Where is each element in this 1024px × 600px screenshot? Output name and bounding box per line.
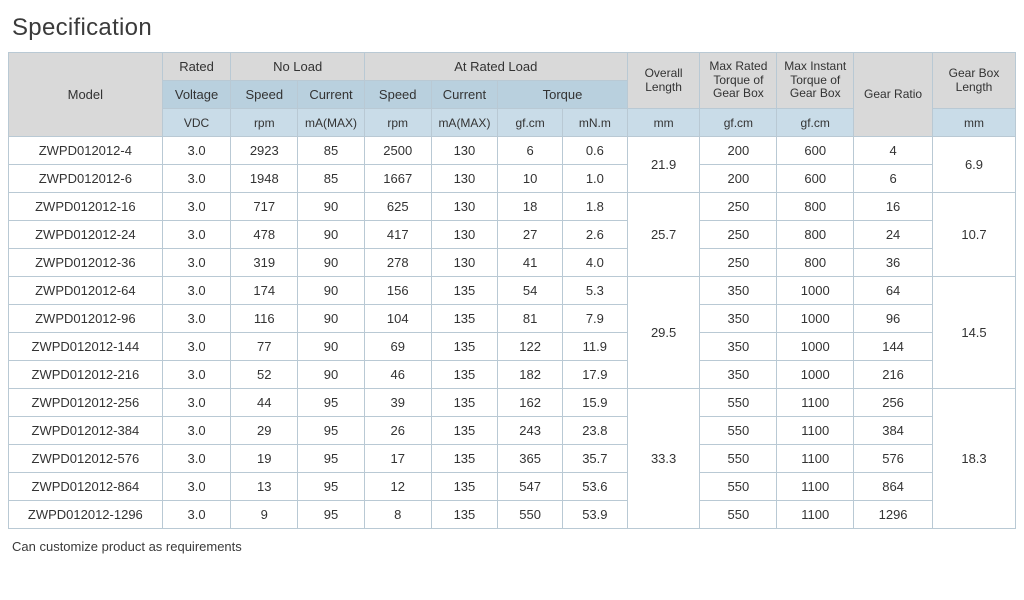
table-row xyxy=(9,193,1016,221)
cell-no-load-current: 90 xyxy=(298,361,365,389)
cell-rated-load-speed: 39 xyxy=(364,389,431,417)
cell-no-load-current: 85 xyxy=(298,165,365,193)
cell-no-load-speed: 29 xyxy=(231,417,298,445)
cell-rated-load-current: 135 xyxy=(431,417,498,445)
cell-voltage: 3.0 xyxy=(162,277,231,305)
header-max-rated-torque: Max Rated Torque of Gear Box xyxy=(700,53,777,109)
cell-no-load-current: 95 xyxy=(298,473,365,501)
cell-rated-load-current: 135 xyxy=(431,305,498,333)
cell-model: ZWPD012012-256 xyxy=(9,389,163,417)
cell-no-load-speed: 19 xyxy=(231,445,298,473)
cell-max-rated-torque: 550 xyxy=(700,417,777,445)
cell-max-instant-torque: 800 xyxy=(777,221,854,249)
cell-voltage: 3.0 xyxy=(162,417,231,445)
table-row xyxy=(9,333,1016,361)
cell-no-load-current: 95 xyxy=(298,389,365,417)
cell-torque-gfcm: 18 xyxy=(498,193,563,221)
cell-rated-load-speed: 156 xyxy=(364,277,431,305)
cell-gear-ratio: 144 xyxy=(854,333,933,361)
cell-rated-load-current: 135 xyxy=(431,501,498,529)
cell-max-rated-torque: 350 xyxy=(700,333,777,361)
cell-max-rated-torque: 250 xyxy=(700,193,777,221)
cell-torque-mnm: 4.0 xyxy=(563,249,628,277)
cell-no-load-current: 90 xyxy=(298,305,365,333)
unit-rated-load-speed: rpm xyxy=(364,109,431,137)
cell-gear-ratio: 16 xyxy=(854,193,933,221)
cell-rated-load-speed: 69 xyxy=(364,333,431,361)
cell-torque-mnm: 7.9 xyxy=(563,305,628,333)
cell-rated-load-current: 130 xyxy=(431,193,498,221)
cell-overall-length: 21.9 xyxy=(627,137,700,193)
footnote: Can customize product as requirements xyxy=(12,539,242,554)
cell-torque-mnm: 1.0 xyxy=(563,165,628,193)
cell-gear-ratio: 6 xyxy=(854,165,933,193)
cell-torque-gfcm: 6 xyxy=(498,137,563,165)
header-max-instant-torque: Max Instant Torque of Gear Box xyxy=(777,53,854,109)
cell-rated-load-speed: 8 xyxy=(364,501,431,529)
cell-torque-mnm: 11.9 xyxy=(563,333,628,361)
cell-no-load-speed: 9 xyxy=(231,501,298,529)
cell-voltage: 3.0 xyxy=(162,165,231,193)
cell-gear-box-length: 6.9 xyxy=(933,137,1016,193)
cell-overall-length: 25.7 xyxy=(627,193,700,277)
cell-torque-gfcm: 243 xyxy=(498,417,563,445)
cell-torque-mnm: 17.9 xyxy=(563,361,628,389)
cell-model: ZWPD012012-6 xyxy=(9,165,163,193)
table-row xyxy=(9,221,1016,249)
unit-max-instant-torque: gf.cm xyxy=(777,109,854,137)
cell-gear-ratio: 384 xyxy=(854,417,933,445)
cell-gear-ratio: 216 xyxy=(854,361,933,389)
header-row-1 xyxy=(9,53,1016,81)
cell-torque-mnm: 0.6 xyxy=(563,137,628,165)
cell-voltage: 3.0 xyxy=(162,221,231,249)
cell-torque-mnm: 53.9 xyxy=(563,501,628,529)
cell-max-instant-torque: 1000 xyxy=(777,333,854,361)
cell-max-rated-torque: 550 xyxy=(700,473,777,501)
table-body xyxy=(9,137,1016,529)
cell-torque-mnm: 53.6 xyxy=(563,473,628,501)
cell-torque-gfcm: 550 xyxy=(498,501,563,529)
cell-voltage: 3.0 xyxy=(162,249,231,277)
cell-rated-load-current: 130 xyxy=(431,165,498,193)
cell-no-load-speed: 174 xyxy=(231,277,298,305)
cell-max-rated-torque: 550 xyxy=(700,389,777,417)
cell-no-load-current: 90 xyxy=(298,277,365,305)
cell-max-instant-torque: 800 xyxy=(777,249,854,277)
cell-torque-mnm: 1.8 xyxy=(563,193,628,221)
cell-no-load-current: 90 xyxy=(298,333,365,361)
header-overall-length: Overall Length xyxy=(627,53,700,109)
cell-model: ZWPD012012-36 xyxy=(9,249,163,277)
table-row xyxy=(9,361,1016,389)
cell-voltage: 3.0 xyxy=(162,333,231,361)
unit-max-rated-torque: gf.cm xyxy=(700,109,777,137)
header-voltage: Voltage xyxy=(162,81,231,109)
header-no-load: No Load xyxy=(231,53,364,81)
cell-torque-gfcm: 122 xyxy=(498,333,563,361)
header-model: Model xyxy=(9,53,163,137)
cell-gear-box-length: 10.7 xyxy=(933,193,1016,277)
cell-torque-gfcm: 365 xyxy=(498,445,563,473)
cell-model: ZWPD012012-16 xyxy=(9,193,163,221)
specification-table xyxy=(8,52,1016,529)
cell-max-instant-torque: 1100 xyxy=(777,445,854,473)
cell-torque-gfcm: 182 xyxy=(498,361,563,389)
cell-torque-gfcm: 81 xyxy=(498,305,563,333)
unit-gear-box-length: mm xyxy=(933,109,1016,137)
cell-voltage: 3.0 xyxy=(162,389,231,417)
cell-model: ZWPD012012-1296 xyxy=(9,501,163,529)
cell-gear-ratio: 256 xyxy=(854,389,933,417)
cell-no-load-current: 85 xyxy=(298,137,365,165)
cell-model: ZWPD012012-4 xyxy=(9,137,163,165)
table-row xyxy=(9,445,1016,473)
cell-rated-load-current: 135 xyxy=(431,389,498,417)
unit-torque-mnm: mN.m xyxy=(563,109,628,137)
cell-torque-gfcm: 547 xyxy=(498,473,563,501)
cell-model: ZWPD012012-384 xyxy=(9,417,163,445)
cell-torque-mnm: 2.6 xyxy=(563,221,628,249)
cell-max-instant-torque: 1100 xyxy=(777,473,854,501)
cell-rated-load-speed: 46 xyxy=(364,361,431,389)
cell-voltage: 3.0 xyxy=(162,137,231,165)
cell-no-load-speed: 77 xyxy=(231,333,298,361)
cell-voltage: 3.0 xyxy=(162,445,231,473)
cell-rated-load-current: 135 xyxy=(431,277,498,305)
cell-max-rated-torque: 350 xyxy=(700,277,777,305)
cell-torque-mnm: 15.9 xyxy=(563,389,628,417)
cell-rated-load-speed: 104 xyxy=(364,305,431,333)
table-row xyxy=(9,501,1016,529)
unit-no-load-current: mA(MAX) xyxy=(298,109,365,137)
cell-voltage: 3.0 xyxy=(162,473,231,501)
cell-voltage: 3.0 xyxy=(162,501,231,529)
cell-no-load-speed: 717 xyxy=(231,193,298,221)
cell-gear-ratio: 96 xyxy=(854,305,933,333)
cell-no-load-current: 95 xyxy=(298,445,365,473)
specification-page xyxy=(0,14,1024,600)
cell-max-rated-torque: 350 xyxy=(700,305,777,333)
cell-rated-load-current: 130 xyxy=(431,221,498,249)
cell-max-rated-torque: 550 xyxy=(700,445,777,473)
cell-no-load-current: 90 xyxy=(298,221,365,249)
header-torque: Torque xyxy=(498,81,627,109)
table-row xyxy=(9,417,1016,445)
cell-torque-gfcm: 54 xyxy=(498,277,563,305)
cell-gear-ratio: 36 xyxy=(854,249,933,277)
header-rated: Rated xyxy=(162,53,231,81)
cell-rated-load-current: 135 xyxy=(431,361,498,389)
table-head xyxy=(9,53,1016,137)
table-row xyxy=(9,249,1016,277)
cell-gear-ratio: 24 xyxy=(854,221,933,249)
table-row xyxy=(9,305,1016,333)
cell-max-instant-torque: 600 xyxy=(777,165,854,193)
unit-overall-length: mm xyxy=(627,109,700,137)
cell-voltage: 3.0 xyxy=(162,193,231,221)
cell-max-rated-torque: 550 xyxy=(700,501,777,529)
cell-max-rated-torque: 250 xyxy=(700,249,777,277)
cell-model: ZWPD012012-216 xyxy=(9,361,163,389)
cell-no-load-speed: 478 xyxy=(231,221,298,249)
cell-rated-load-speed: 12 xyxy=(364,473,431,501)
cell-gear-ratio: 4 xyxy=(854,137,933,165)
cell-max-instant-torque: 600 xyxy=(777,137,854,165)
cell-torque-mnm: 23.8 xyxy=(563,417,628,445)
cell-rated-load-current: 135 xyxy=(431,445,498,473)
unit-torque-gfcm: gf.cm xyxy=(498,109,563,137)
table-row xyxy=(9,137,1016,165)
unit-rated-load-current: mA(MAX) xyxy=(431,109,498,137)
cell-no-load-speed: 13 xyxy=(231,473,298,501)
cell-gear-ratio: 1296 xyxy=(854,501,933,529)
unit-no-load-speed: rpm xyxy=(231,109,298,137)
cell-rated-load-speed: 1667 xyxy=(364,165,431,193)
page-title: Specification xyxy=(12,14,152,41)
cell-no-load-current: 90 xyxy=(298,193,365,221)
cell-model: ZWPD012012-576 xyxy=(9,445,163,473)
cell-gear-box-length: 18.3 xyxy=(933,389,1016,529)
cell-no-load-speed: 52 xyxy=(231,361,298,389)
cell-no-load-current: 95 xyxy=(298,417,365,445)
cell-gear-box-length: 14.5 xyxy=(933,277,1016,389)
table-row xyxy=(9,277,1016,305)
header-no-load-current: Current xyxy=(298,81,365,109)
cell-max-instant-torque: 1100 xyxy=(777,501,854,529)
cell-rated-load-speed: 17 xyxy=(364,445,431,473)
cell-rated-load-speed: 278 xyxy=(364,249,431,277)
cell-rated-load-current: 130 xyxy=(431,137,498,165)
cell-torque-gfcm: 41 xyxy=(498,249,563,277)
table-row xyxy=(9,389,1016,417)
cell-no-load-speed: 1948 xyxy=(231,165,298,193)
cell-max-rated-torque: 200 xyxy=(700,137,777,165)
header-rated-load-speed: Speed xyxy=(364,81,431,109)
cell-max-instant-torque: 1100 xyxy=(777,417,854,445)
cell-rated-load-current: 130 xyxy=(431,249,498,277)
cell-no-load-speed: 2923 xyxy=(231,137,298,165)
cell-model: ZWPD012012-864 xyxy=(9,473,163,501)
cell-overall-length: 33.3 xyxy=(627,389,700,529)
header-gear-ratio: Gear Ratio xyxy=(854,53,933,137)
cell-rated-load-current: 135 xyxy=(431,473,498,501)
header-at-rated-load: At Rated Load xyxy=(364,53,627,81)
header-no-load-speed: Speed xyxy=(231,81,298,109)
cell-torque-mnm: 5.3 xyxy=(563,277,628,305)
cell-max-instant-torque: 800 xyxy=(777,193,854,221)
cell-no-load-speed: 116 xyxy=(231,305,298,333)
cell-model: ZWPD012012-24 xyxy=(9,221,163,249)
cell-gear-ratio: 576 xyxy=(854,445,933,473)
cell-max-instant-torque: 1000 xyxy=(777,305,854,333)
cell-voltage: 3.0 xyxy=(162,361,231,389)
header-gear-box-length: Gear Box Length xyxy=(933,53,1016,109)
cell-rated-load-speed: 2500 xyxy=(364,137,431,165)
cell-rated-load-speed: 26 xyxy=(364,417,431,445)
cell-rated-load-current: 135 xyxy=(431,333,498,361)
cell-no-load-speed: 44 xyxy=(231,389,298,417)
header-rated-load-current: Current xyxy=(431,81,498,109)
cell-torque-gfcm: 162 xyxy=(498,389,563,417)
cell-model: ZWPD012012-144 xyxy=(9,333,163,361)
cell-no-load-current: 95 xyxy=(298,501,365,529)
cell-gear-ratio: 864 xyxy=(854,473,933,501)
cell-overall-length: 29.5 xyxy=(627,277,700,389)
cell-torque-gfcm: 10 xyxy=(498,165,563,193)
table-row xyxy=(9,473,1016,501)
cell-model: ZWPD012012-64 xyxy=(9,277,163,305)
cell-voltage: 3.0 xyxy=(162,305,231,333)
cell-gear-ratio: 64 xyxy=(854,277,933,305)
cell-max-rated-torque: 200 xyxy=(700,165,777,193)
cell-max-rated-torque: 250 xyxy=(700,221,777,249)
cell-model: ZWPD012012-96 xyxy=(9,305,163,333)
cell-torque-mnm: 35.7 xyxy=(563,445,628,473)
table-row xyxy=(9,165,1016,193)
unit-voltage: VDC xyxy=(162,109,231,137)
cell-max-rated-torque: 350 xyxy=(700,361,777,389)
cell-rated-load-speed: 625 xyxy=(364,193,431,221)
cell-rated-load-speed: 417 xyxy=(364,221,431,249)
cell-no-load-speed: 319 xyxy=(231,249,298,277)
cell-torque-gfcm: 27 xyxy=(498,221,563,249)
cell-no-load-current: 90 xyxy=(298,249,365,277)
cell-max-instant-torque: 1000 xyxy=(777,361,854,389)
cell-max-instant-torque: 1000 xyxy=(777,277,854,305)
cell-max-instant-torque: 1100 xyxy=(777,389,854,417)
